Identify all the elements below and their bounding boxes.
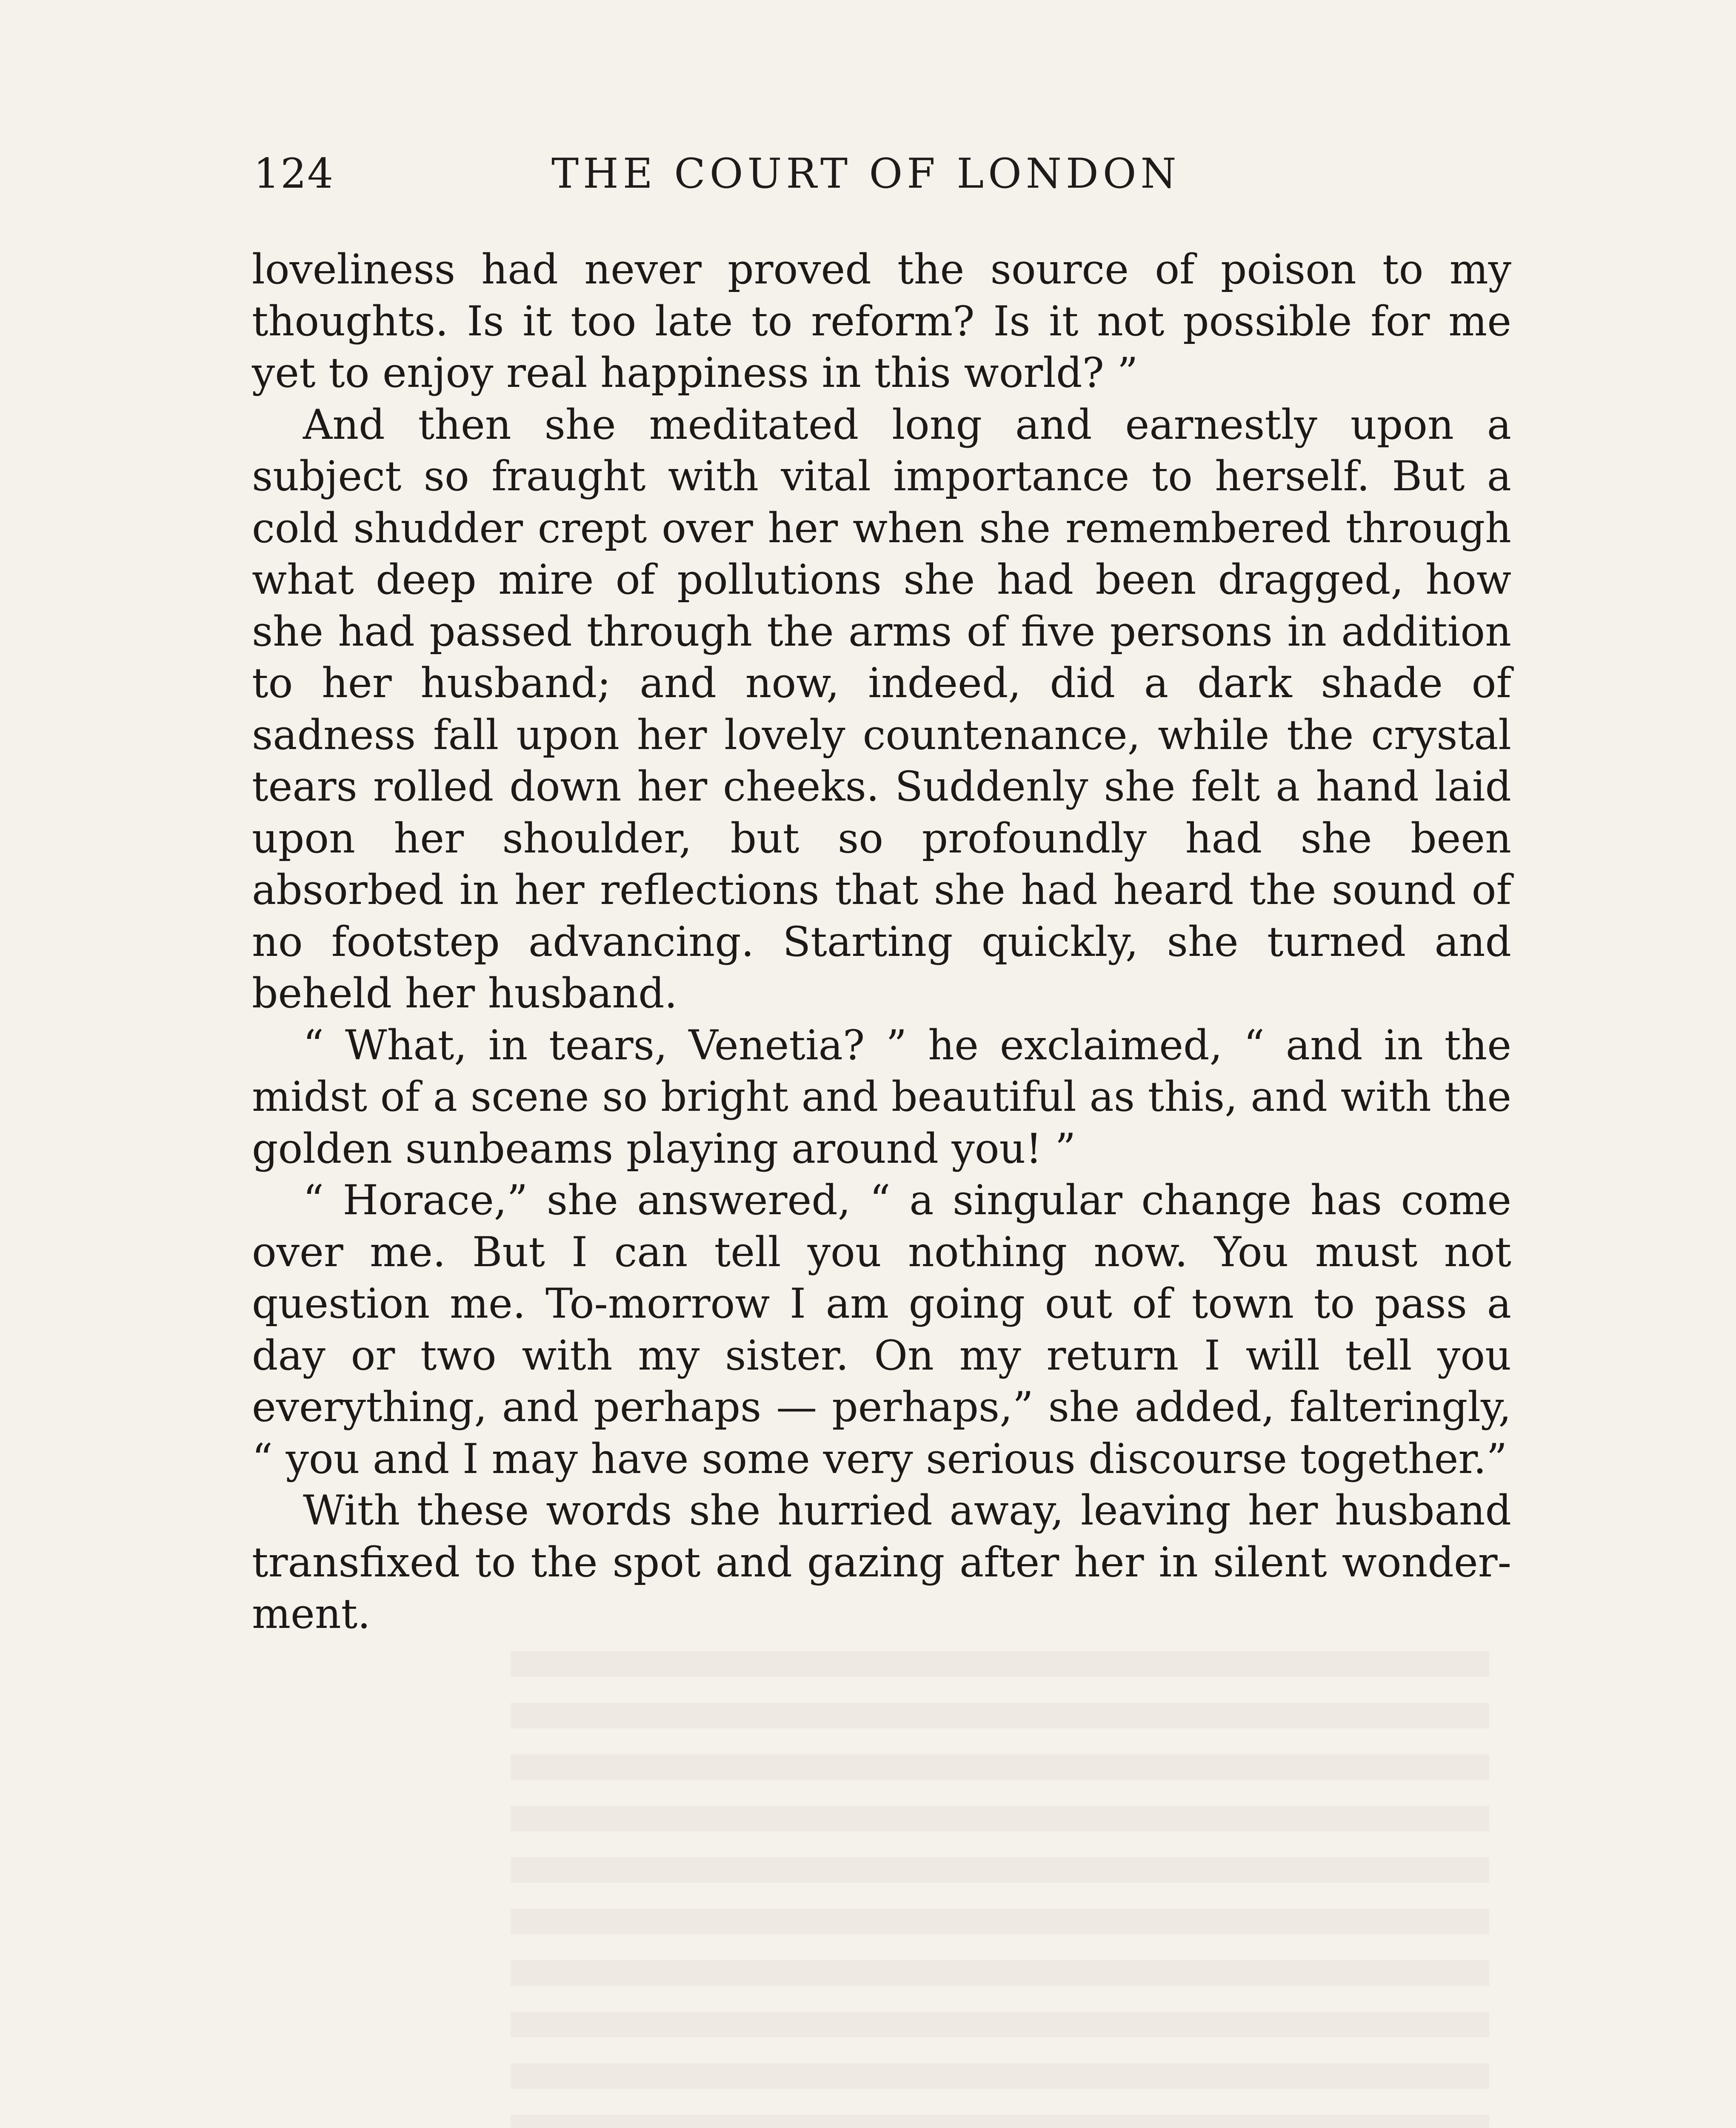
paragraph: “ What, in tears, Venetia? ” he exclaimed, “ and in the midst of a scene so bright and beautiful as this, and with the golden sunbeams playing around you! ”: [252, 1021, 1511, 1173]
running-head: [254, 150, 1509, 201]
body-text: [252, 244, 1511, 1640]
paragraph: “ Horace,” she answered, “ a singular change has come over me. But I can tell you nothing now. You must not question me. To-morrow I am going out of town to pass a day or two with my sister. On my return I will tell you everything, and perhaps — perhaps,” she added, falteringly, “ you and I may have some very serious discourse together.”: [252, 1176, 1511, 1483]
bleed-through-texture: [511, 1651, 1489, 2128]
page-number: 124: [254, 150, 334, 197]
book-title: THE COURT OF LONDON: [551, 150, 1181, 197]
paragraph: And then she meditated long and earnestly upon a subject so fraught with vital importance to herself. But a cold shudder crept over her when she remembered through what deep mire of pollutions she had been dragged, how she had passed through the arms of five persons in addition to her husband; and now, indeed, did a dark shade of sadness fall upon her lovely countenance, while the crystal tears rolled down her cheeks. Suddenly she felt a hand laid upon her shoulder, but so profoundly had she been absorbed in her reflections that she had heard the sound of no footstep advancing. Starting quickly, she turned and beheld her husband.: [252, 400, 1511, 1017]
paragraph: loveliness had never proved the source of poison to my thoughts. Is it too late to reform? Is it not possible for me yet to enjoy real happiness in this world? ”: [252, 246, 1511, 397]
paragraph: With these words she hurried away, leaving her husband transfixed to the spot and gazing after her in silent wonderment.: [252, 1487, 1511, 1638]
